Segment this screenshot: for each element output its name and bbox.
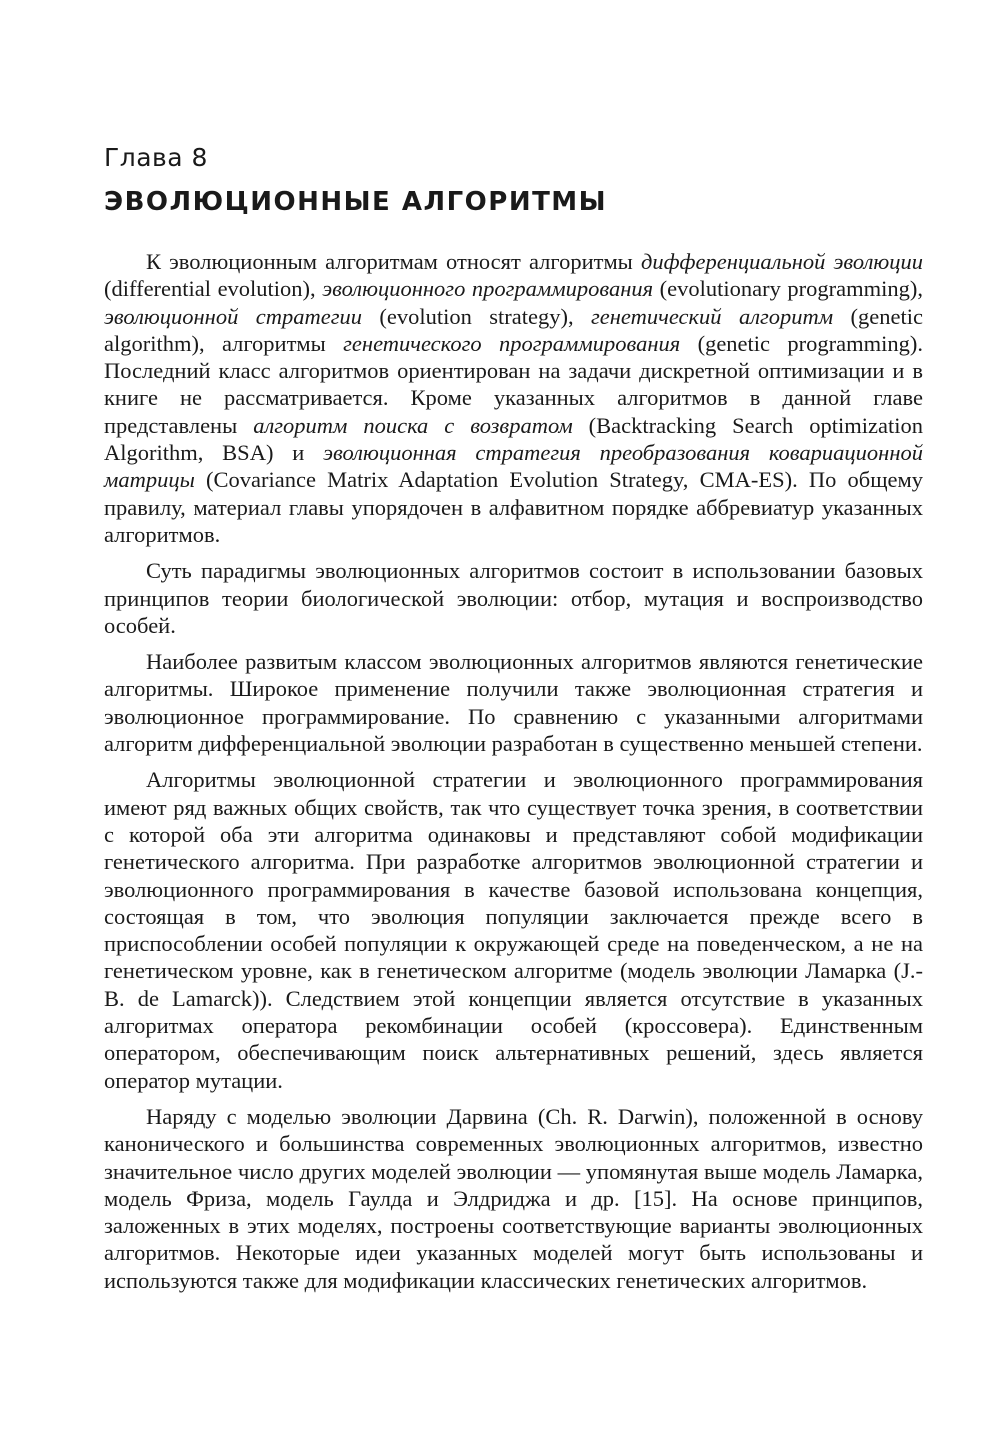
term-backtracking-search: алгоритм поиска с возвратом: [253, 412, 573, 438]
term-genetic-programming: генетического программирования: [343, 330, 681, 356]
paragraph-3: Наиболее развитым классом эволюционных алгоритмов являются генетические алгоритмы. Широкое применение получили также эволюционная стратегия и эволюционное программирование. По сравнению с указанными алгоритмами алгоритм дифференциальной эволюции разработан в существенно меньшей степени.: [104, 649, 923, 757]
chapter-body: [104, 248, 923, 1303]
term-genetic-algorithm: генетический алгоритм: [591, 303, 834, 329]
paragraph-1: К эволюционным алгоритмам относят алгоритмы дифференциальной эволюции (differential evolution), эволюционного программирования (evolutionary programming), эволюционной стратегии (evolution strategy), генетический алгоритм (genetic algorithm), алгоритмы генетического программирования (genetic programming). Последний класс алгоритмов ориентирован на задачи дискретной оптимизации и в книге не рассматривается. Кроме указанных алгоритмов в данной главе представлены алгоритм поиска с возвратом (Backtracking Search optimization Algorithm, BSA) и эволюционная стратегия преобразования ковариационной матрицы (Covariance Matrix Adaptation Evolution Strategy, CMA-ES). По общему правилу, материал главы упорядочен в алфавитном порядке аббревиатур указанных алгоритмов.: [104, 249, 924, 547]
term-differential-evolution: дифференциальной эволюции: [640, 249, 924, 274]
term-evolutionary-programming: эволюционного программирования: [322, 276, 654, 302]
term-cma-es: эволюционная стратегия преобразования ковариационной матрицы: [104, 440, 923, 493]
chapter-title: ЭВОЛЮЦИОННЫЕ АЛГОРИТМЫ: [104, 187, 608, 217]
paragraph-5: Наряду с моделью эволюции Дарвина (Ch. R. Darwin), положенной в основу канонического и большинства современных эволюционных алгоритмов, известно значительное число других моделей эволюции — упомянутая выше модель Ламарка, модель Фриза, модель Гаулда и Элдриджа и др. [15]. На основе принципов, заложенных в этих моделях, построены соответствующие варианты эволюционных алгоритмов. Некоторые идеи указанных моделей могут быть использованы и используются также для модификации классических генетических алгоритмов.: [104, 1103, 923, 1293]
paragraph-2: Суть парадигмы эволюционных алгоритмов состоит в использовании базовых принципов теории биологической эволюции: отбор, мутация и воспроизводство особей.: [104, 558, 923, 638]
chapter-number: Глава 8: [104, 143, 208, 172]
term-evolution-strategy: эволюционной стратегии: [104, 303, 362, 329]
paragraph-4: Алгоритмы эволюционной стратегии и эволюционного программирования имеют ряд важных общих свойств, так что существует точка зрения, в соответствии с которой оба эти алгоритма одинаковы и представляют собой модификации генетического алгоритма. При разработке алгоритмов эволюционной стратегии и эволюционного программирования в качестве базовой использована концепция, состоящая в том, что эволюция популяции заключается прежде всего в приспособлении особей популяции к окружающей среде на поведенческом, а не на генетическом уровне, как в генетическом алгоритме (модель эволюции Ламарка (J.-B. de Lamarck)). Следствием этой концепции является отсутствие в указанных алгоритмах оператора рекомбинации особей (кроссовера). Единственным оператором, обеспечивающим поиск альтернативных решений, здесь является оператор мутации.: [104, 767, 923, 1093]
